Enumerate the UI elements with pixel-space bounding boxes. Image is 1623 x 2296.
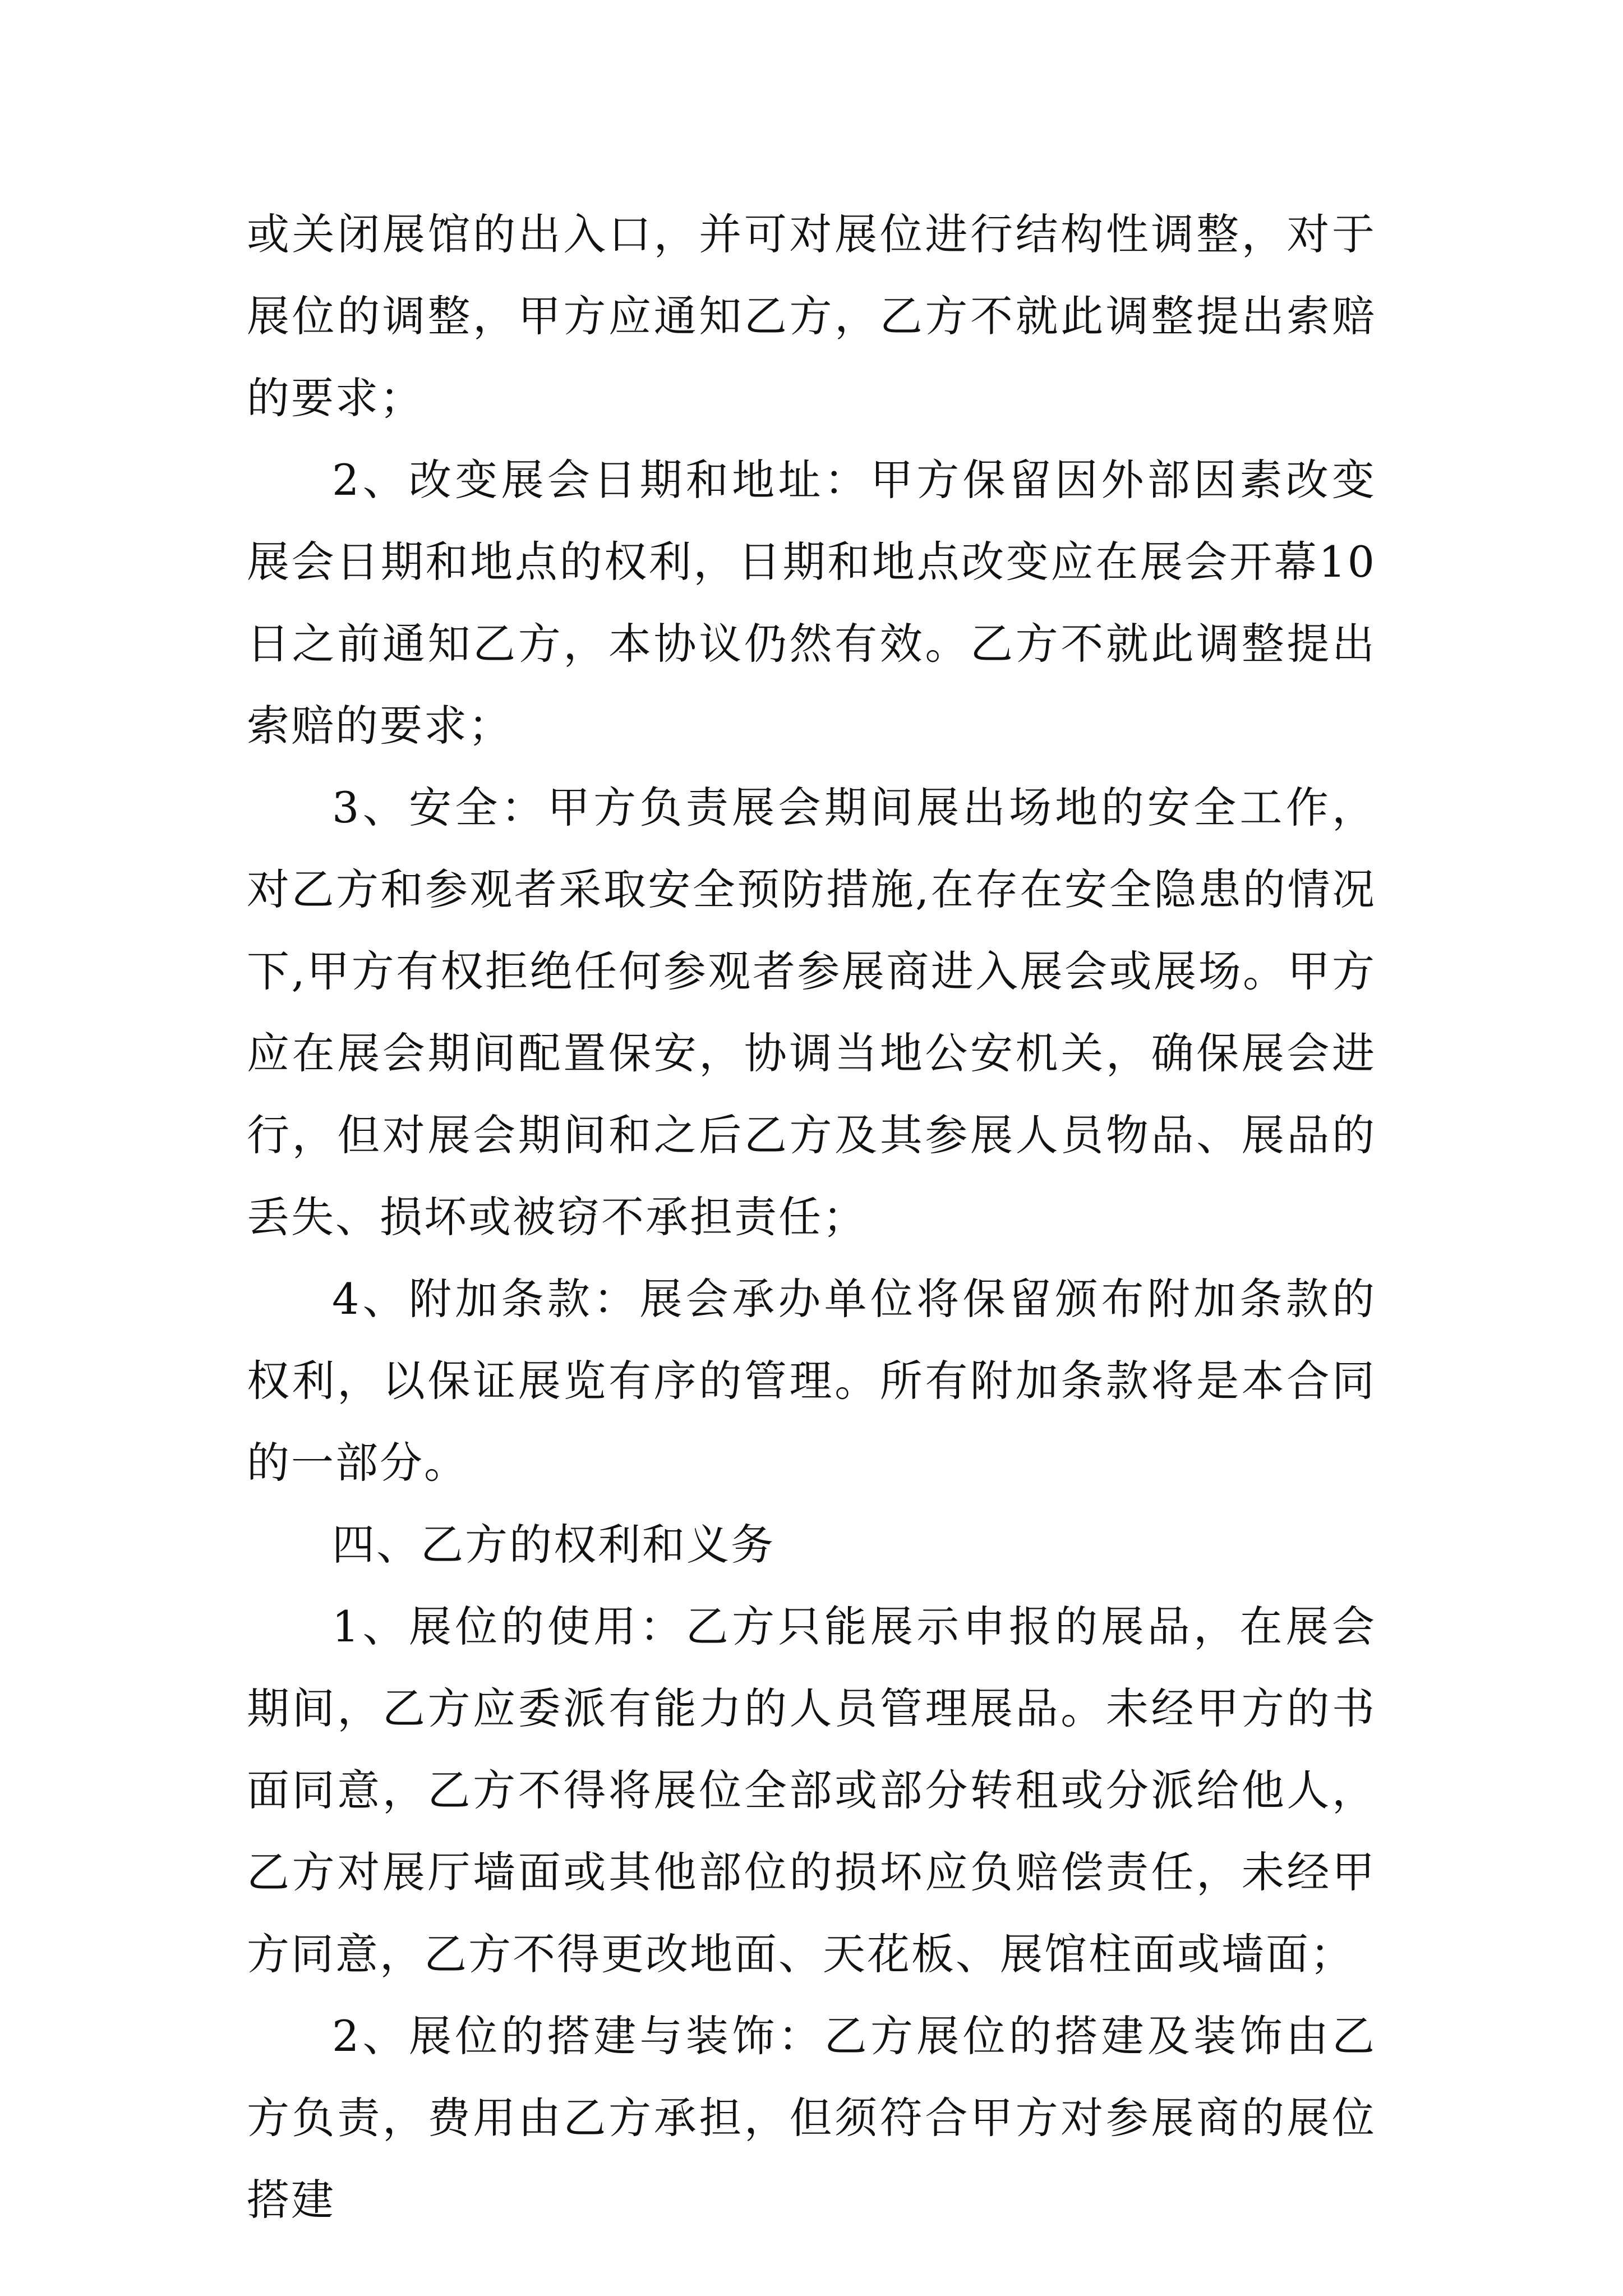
paragraph-clause-2-booth-build: 2、展位的搭建与装饰：乙方展位的搭建及装饰由乙方负责，费用由乙方承担，但须符合甲方对参展商的展位搭建 [247, 2011, 1376, 2225]
paragraph-clause-4-additional: 4、附加条款：展会承办单位将保留颁布附加条款的权利，以保证展览有序的管理。所有附加条款将是本合同的一部分。 [247, 1274, 1376, 1488]
paragraph-clause-1-booth-use: 1、展位的使用：乙方只能展示申报的展品，在展会期间，乙方应委派有能力的人员管理展品。未经甲方的书面同意，乙方不得将展位全部或部分转租或分派给他人，乙方对展厅墙面或其他部位的损坏应负赔偿责任，未经甲方同意，乙方不得更改地面、天花板、展馆柱面或墙面； [247, 1602, 1376, 1979]
paragraph-continued-clause: 或关闭展馆的出入口，并可对展位进行结构性调整，对于展位的调整，甲方应通知乙方，乙方不就此调整提出索赔的要求； [247, 209, 1376, 423]
paragraph-clause-2-change-date: 2、改变展会日期和地址：甲方保留因外部因素改变展会日期和地点的权利，日期和地点改变应在展会开幕10日之前通知乙方，本协议仍然有效。乙方不就此调整提出索赔的要求； [247, 455, 1376, 751]
document-body [247, 194, 1376, 2241]
section-heading-party-b-rights: 四、乙方的权利和义务 [332, 1520, 775, 1570]
paragraph-clause-3-safety: 3、安全：甲方负责展会期间展出场地的安全工作，对乙方和参观者采取安全预防措施,在存在安全隐患的情况下,甲方有权拒绝任何参观者参展商进入展会或展场。甲方应在展会期间配置保安，协调当地公安机关，确保展会进行，但对展会期间和之后乙方及其参展人员物品、展品的丢失、损坏或被窃不承担责任； [247, 783, 1376, 1242]
